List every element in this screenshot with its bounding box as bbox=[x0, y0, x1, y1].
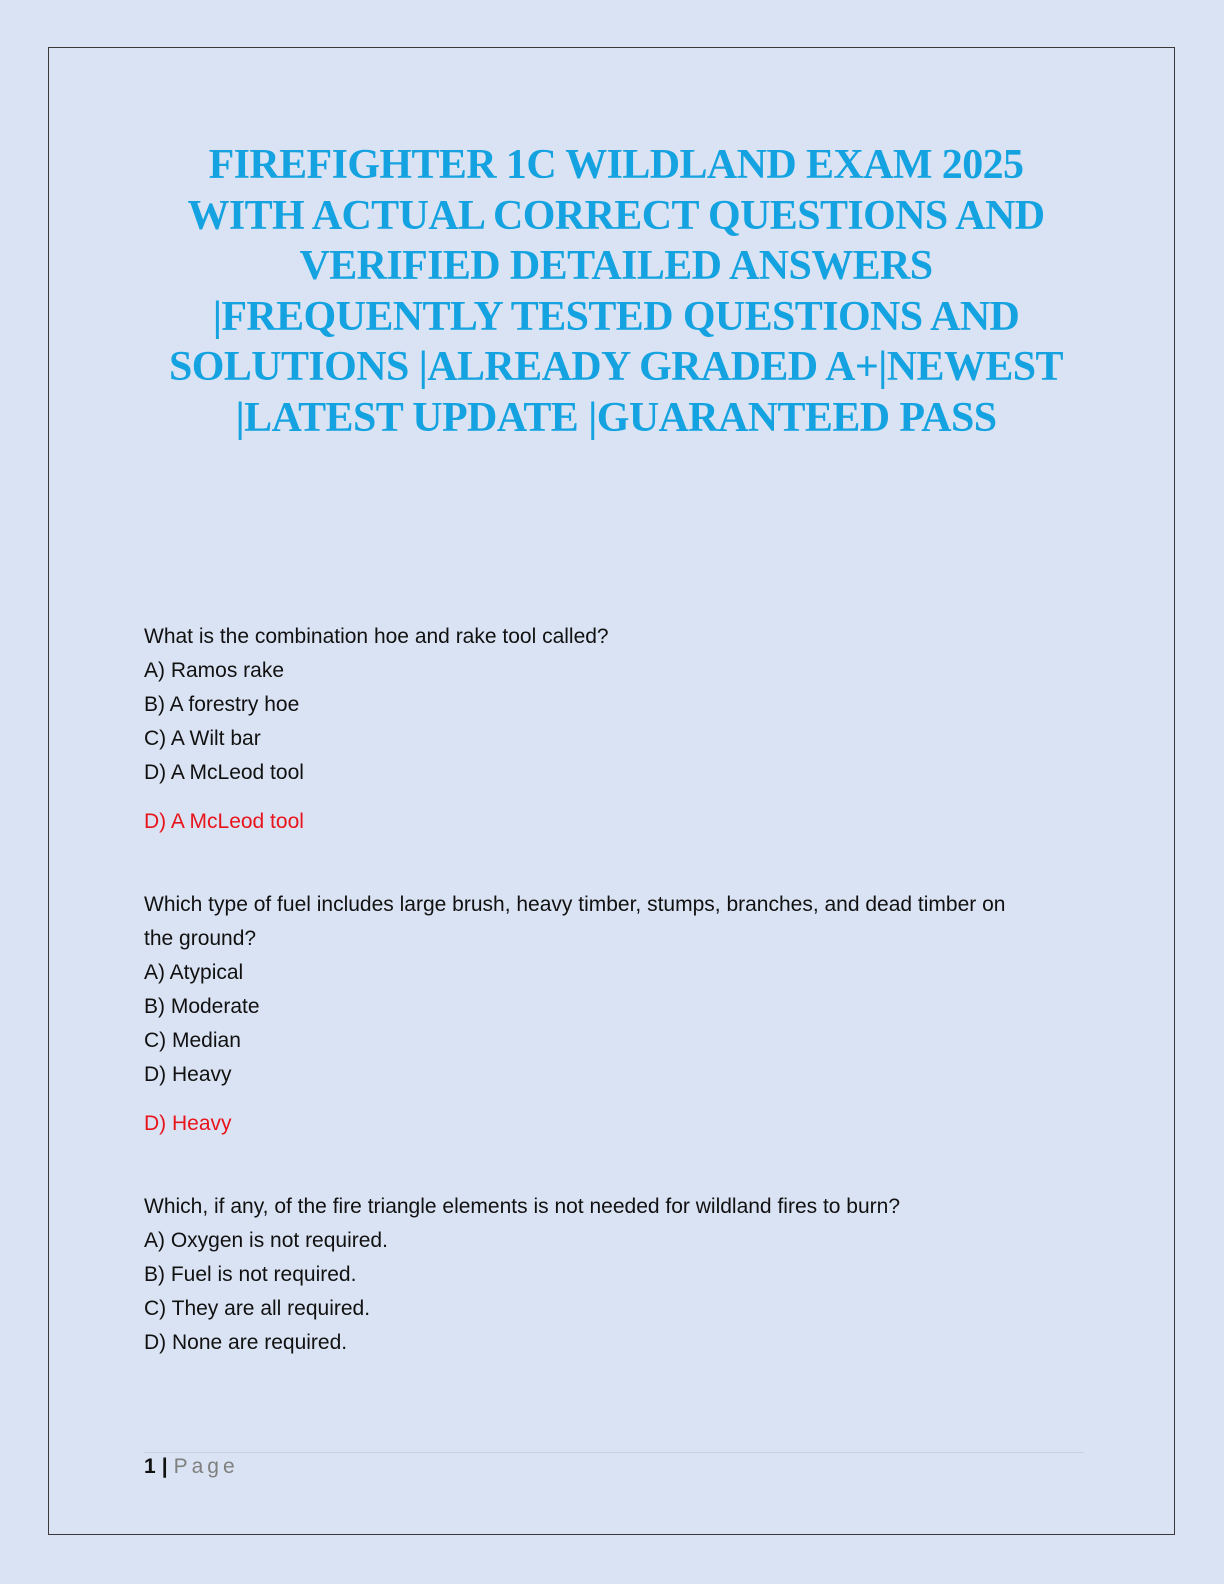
option-a: A) Atypical bbox=[144, 961, 244, 984]
option-c: C) They are all required. bbox=[144, 1297, 371, 1320]
footer-divider bbox=[144, 1452, 1084, 1453]
page-label: Page bbox=[173, 1455, 239, 1478]
option-c: C) A Wilt bar bbox=[144, 727, 261, 750]
title-line: SOLUTIONS |ALREADY GRADED A+|NEWEST bbox=[169, 344, 1063, 390]
title-line: |FREQUENTLY TESTED QUESTIONS AND bbox=[212, 293, 1020, 340]
title-line: FIREFIGHTER 1C WILDLAND EXAM 2025 bbox=[208, 142, 1024, 188]
option-b: B) Moderate bbox=[144, 995, 260, 1018]
page-footer bbox=[144, 1453, 239, 1481]
option-a: A) Oxygen is not required. bbox=[144, 1229, 388, 1252]
question-text: What is the combination hoe and rake tool called? bbox=[144, 625, 609, 648]
option-b: B) Fuel is not required. bbox=[144, 1263, 357, 1286]
option-d: D) A McLeod tool bbox=[144, 761, 304, 784]
correct-answer: D) A McLeod tool bbox=[144, 810, 304, 833]
title-line: |LATEST UPDATE |GUARANTEED PASS bbox=[235, 394, 997, 441]
question-3 bbox=[144, 1190, 1084, 1360]
page-number: 1 bbox=[144, 1455, 156, 1478]
option-a: A) Ramos rake bbox=[144, 659, 285, 682]
question-text: Which, if any, of the fire triangle elements is not needed for wildland fires to burn? bbox=[144, 1195, 901, 1218]
title-line: VERIFIED DETAILED ANSWERS bbox=[299, 243, 933, 289]
correct-answer: D) Heavy bbox=[144, 1112, 232, 1135]
question-1 bbox=[144, 620, 1084, 839]
document-title bbox=[120, 140, 1112, 443]
title-line: WITH ACTUAL CORRECT QUESTIONS AND bbox=[187, 192, 1045, 239]
question-2 bbox=[144, 888, 1084, 1141]
option-c: C) Median bbox=[144, 1029, 241, 1052]
question-text-continued: the ground? bbox=[144, 927, 257, 950]
question-text: Which type of fuel includes large brush, heavy timber, stumps, branches, and dead timber on bbox=[144, 893, 1006, 916]
option-b: B) A forestry hoe bbox=[144, 693, 300, 716]
footer-separator: | bbox=[161, 1455, 168, 1478]
option-d: D) Heavy bbox=[144, 1063, 232, 1086]
option-d: D) None are required. bbox=[144, 1331, 348, 1354]
questions-list bbox=[144, 620, 1084, 1360]
